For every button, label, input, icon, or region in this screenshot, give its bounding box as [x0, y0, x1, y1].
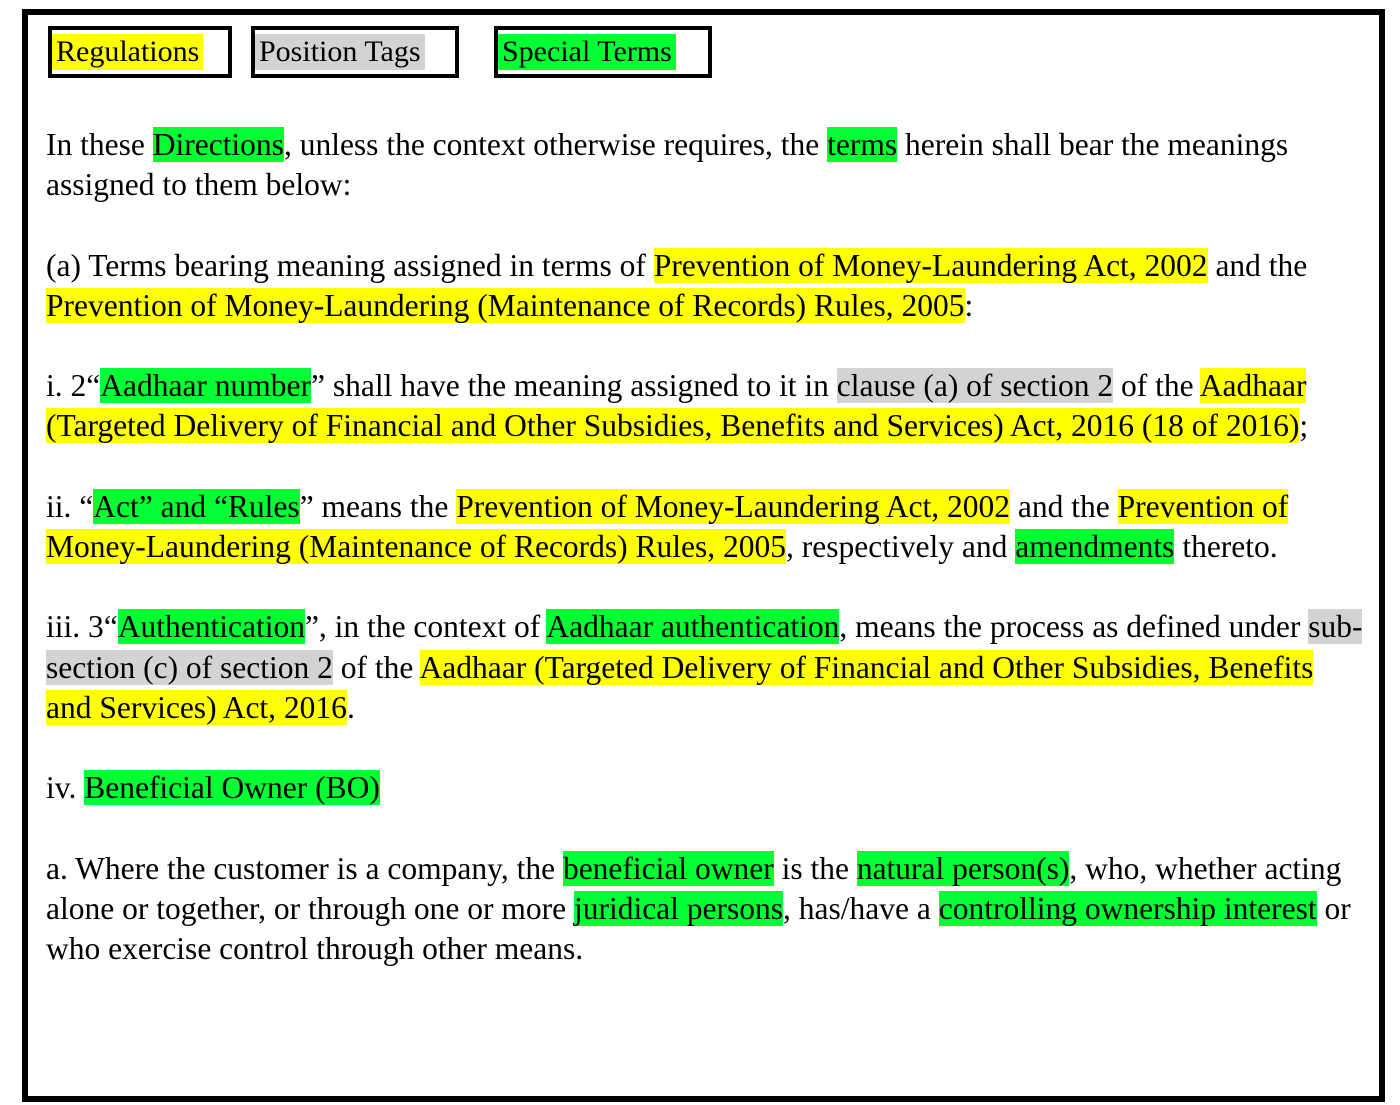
text: ”, in the context of [304, 609, 547, 645]
text: i. 2“ [46, 368, 101, 404]
regulation-term: Prevention of Money-Laundering (Maintenance of Records) Rules, 2005 [46, 287, 965, 323]
item-iv-a [46, 849, 1366, 970]
text: or who exercise control through other means. [46, 890, 1351, 967]
special-term: Directions [152, 127, 284, 162]
regulation-term: Prevention of Money-Laundering Act, 2002 [456, 488, 1011, 524]
text: ” means the [299, 488, 457, 524]
item-iv [46, 768, 1366, 808]
text: is the [773, 850, 857, 886]
text: and the [1207, 247, 1308, 283]
text: , respectively and [786, 529, 1016, 565]
regulation-term: Prevention of Money-Laundering (Maintenance of Records) Rules, 2005 [46, 488, 1289, 565]
special-term: Beneficial Owner (BO) [84, 770, 380, 806]
special-term: natural person(s) [856, 850, 1070, 886]
special-term: Aadhaar number [100, 368, 312, 404]
paragraph-a [46, 246, 1366, 327]
text: iii. 3“ [46, 609, 118, 645]
text: , means the process as defined under [839, 609, 1309, 645]
text: ” shall have the meaning assigned to it in [311, 368, 837, 404]
item-i [46, 366, 1366, 447]
legend-position-tags-label: Position Tags [255, 34, 425, 70]
legend-regulations-label: Regulations [52, 34, 203, 70]
text: iv. [46, 770, 85, 806]
special-term: Aadhaar authentication [546, 609, 840, 645]
text: of the [332, 649, 420, 685]
text: . [346, 689, 355, 725]
text: ii. “ [46, 488, 94, 524]
text: a. Where the customer is a company, the [46, 850, 563, 886]
text: (a) Terms bearing meaning assigned in terms of [46, 247, 654, 283]
text: thereto. [1174, 529, 1278, 565]
text: and the [1010, 488, 1118, 524]
regulation-term: Aadhaar (Targeted Delivery of Financial and Other Subsidies, Benefits and Services) Act, 2016 [46, 649, 1314, 725]
item-ii [46, 487, 1366, 568]
legend-special-terms-label: Special Terms [498, 34, 676, 70]
intro-paragraph [46, 125, 1366, 206]
position-tag: sub-section (c) of section 2 [46, 609, 1363, 685]
special-term: amendments [1015, 529, 1175, 565]
document-frame [22, 9, 1385, 1102]
text: , has/have a [783, 890, 939, 926]
text: , who, whether acting alone or together, or through one or more [46, 850, 1342, 926]
text: : [964, 287, 974, 323]
special-term: terms [827, 127, 898, 162]
legend-special-terms-tag [494, 26, 712, 78]
text: ; [1299, 408, 1309, 444]
legend-position-tags-tag [251, 26, 459, 78]
item-iii [46, 607, 1366, 728]
regulation-term: Prevention of Money-Laundering Act, 2002 [653, 247, 1208, 283]
legend-regulations-tag [48, 26, 232, 78]
special-term: juridical persons [573, 890, 784, 926]
document-body [46, 125, 1366, 1009]
special-term: beneficial owner [562, 850, 774, 886]
text: , unless the context otherwise requires, the [283, 127, 828, 162]
text: of the [1113, 368, 1200, 404]
regulation-term: Aadhaar (Targeted Delivery of Financial and Other Subsidies, Benefits and Services) Act, 2016 (18 of 2016) [46, 368, 1307, 444]
special-term: Act” and “Rules [93, 488, 300, 524]
text: herein shall bear the meanings assigned to them below: [46, 127, 1289, 203]
special-term: controlling ownership interest [938, 890, 1317, 926]
position-tag: clause (a) of section 2 [836, 368, 1114, 404]
text: In these [46, 127, 153, 162]
special-term: Authentication [117, 609, 305, 645]
